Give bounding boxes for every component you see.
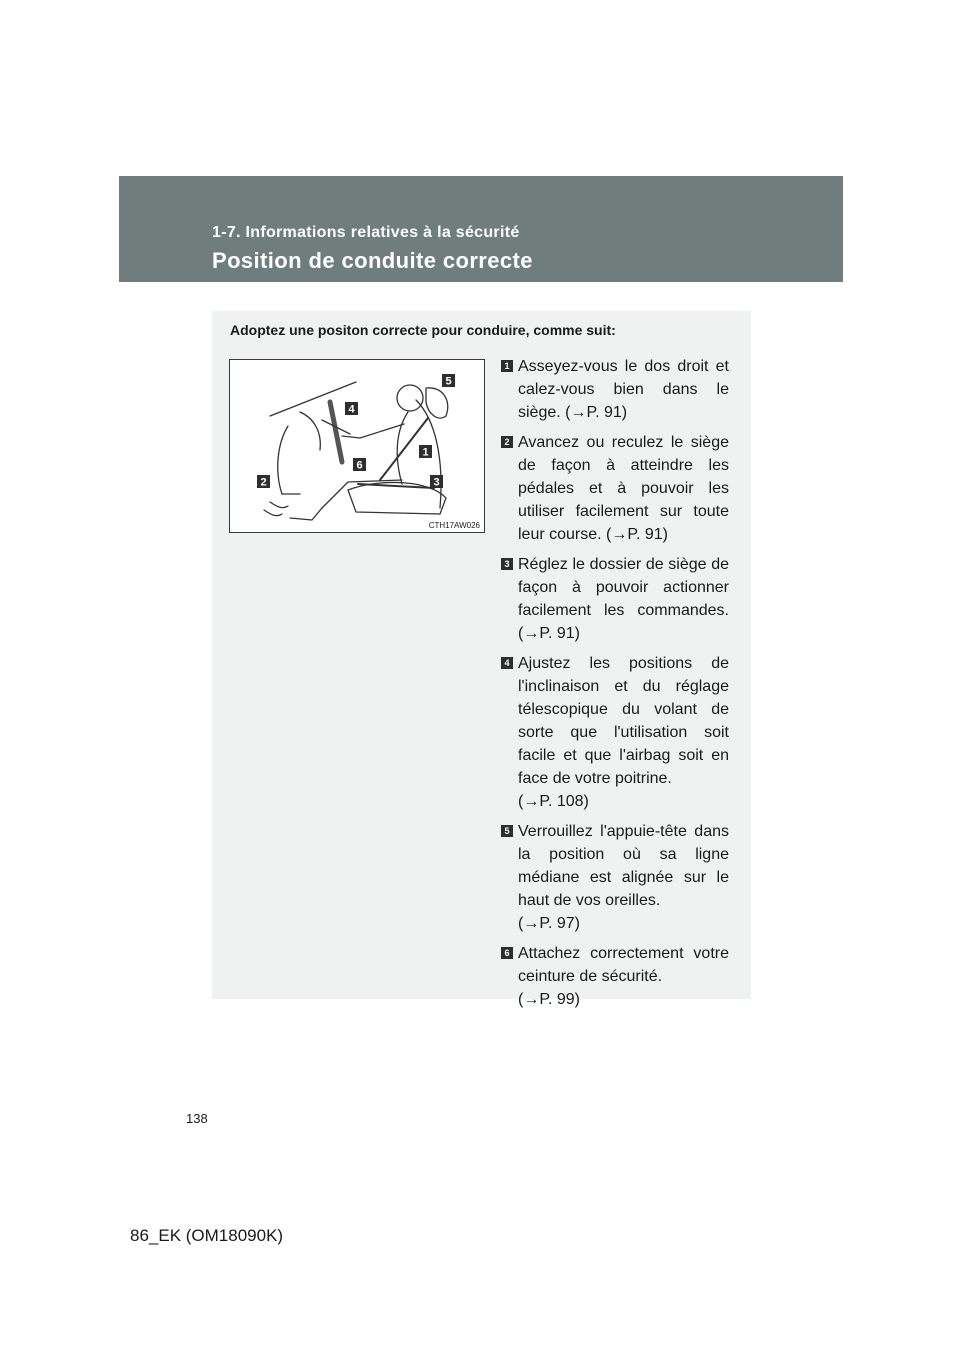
step-text: Verrouillez l'appuie-tête dans la position où sa ligne médiane est alignée sur le haut de vos oreilles. [518, 823, 729, 909]
step-text: Avancez ou reculez le siège de façon à atteindre les pédales et à pouvoir les utiliser facilement sur toute leur course. (→P. 91) [518, 434, 729, 543]
callout-6-label: 6 [356, 459, 363, 472]
page-title: Position de conduite correcte [212, 248, 533, 273]
pedal [270, 502, 288, 508]
step-page-reference: (→P. 99) [518, 991, 580, 1008]
step-text: Ajustez les positions de l'inclinaison et du réglage télescopique du volant de sorte que l'utilisation soit facile et que l'airbag soit en face de votre poitrine. [518, 655, 729, 787]
step-item [501, 652, 729, 813]
figure-code: CTH17AW026 [428, 521, 480, 530]
callout-4-label: 4 [348, 403, 355, 416]
step-number-badge: 3 [501, 558, 513, 570]
headrest [426, 388, 448, 418]
step-number-badge: 2 [501, 436, 513, 448]
step-number-badge: 4 [501, 657, 513, 669]
steering-wheel [330, 402, 342, 462]
step-number-badge: 6 [501, 947, 513, 959]
step-text: Asseyez-vous le dos droit et calez-vous bien dans le siège. (→P. 91) [518, 358, 729, 421]
intro-text: Adoptez une positon correcte pour conduire, comme suit: [230, 322, 616, 338]
callout-5-label: 5 [445, 375, 452, 388]
step-list [501, 355, 729, 1018]
dashboard-outline [278, 426, 300, 494]
step-item [501, 431, 729, 546]
callout-2-label: 2 [260, 476, 267, 489]
step-text: Attachez correctement votre ceinture de sécurité. [518, 945, 729, 985]
driving-position-illustration [229, 359, 485, 533]
step-item [501, 942, 729, 1011]
windshield-line [270, 382, 356, 416]
pedal-2 [264, 510, 282, 516]
step-page-reference: (→P. 108) [518, 793, 589, 810]
driver-arm [342, 424, 404, 438]
header-band [119, 176, 843, 282]
step-item [501, 355, 729, 424]
step-item [501, 553, 729, 645]
step-item [501, 820, 729, 935]
callout-3-label: 3 [433, 476, 440, 489]
driver-seat-drawing [230, 360, 485, 533]
step-text: Réglez le dossier de siège de façon à pouvoir actionner facilement les commandes. (→P. 91) [518, 556, 729, 642]
content-panel [212, 311, 751, 1008]
step-number-badge: 1 [501, 360, 513, 372]
document-code: 86_EK (OM18090K) [130, 1226, 284, 1245]
dash-cover [300, 412, 320, 450]
driver-torso [397, 412, 408, 484]
page-number: 138 [186, 1111, 208, 1126]
section-label: 1-7. Informations relatives à la sécurité [212, 224, 520, 241]
step-page-reference: (→P. 97) [518, 915, 580, 932]
driver-head [397, 385, 423, 411]
callout-1-label: 1 [422, 446, 429, 459]
step-number-badge: 5 [501, 825, 513, 837]
driver-shin [290, 508, 322, 520]
